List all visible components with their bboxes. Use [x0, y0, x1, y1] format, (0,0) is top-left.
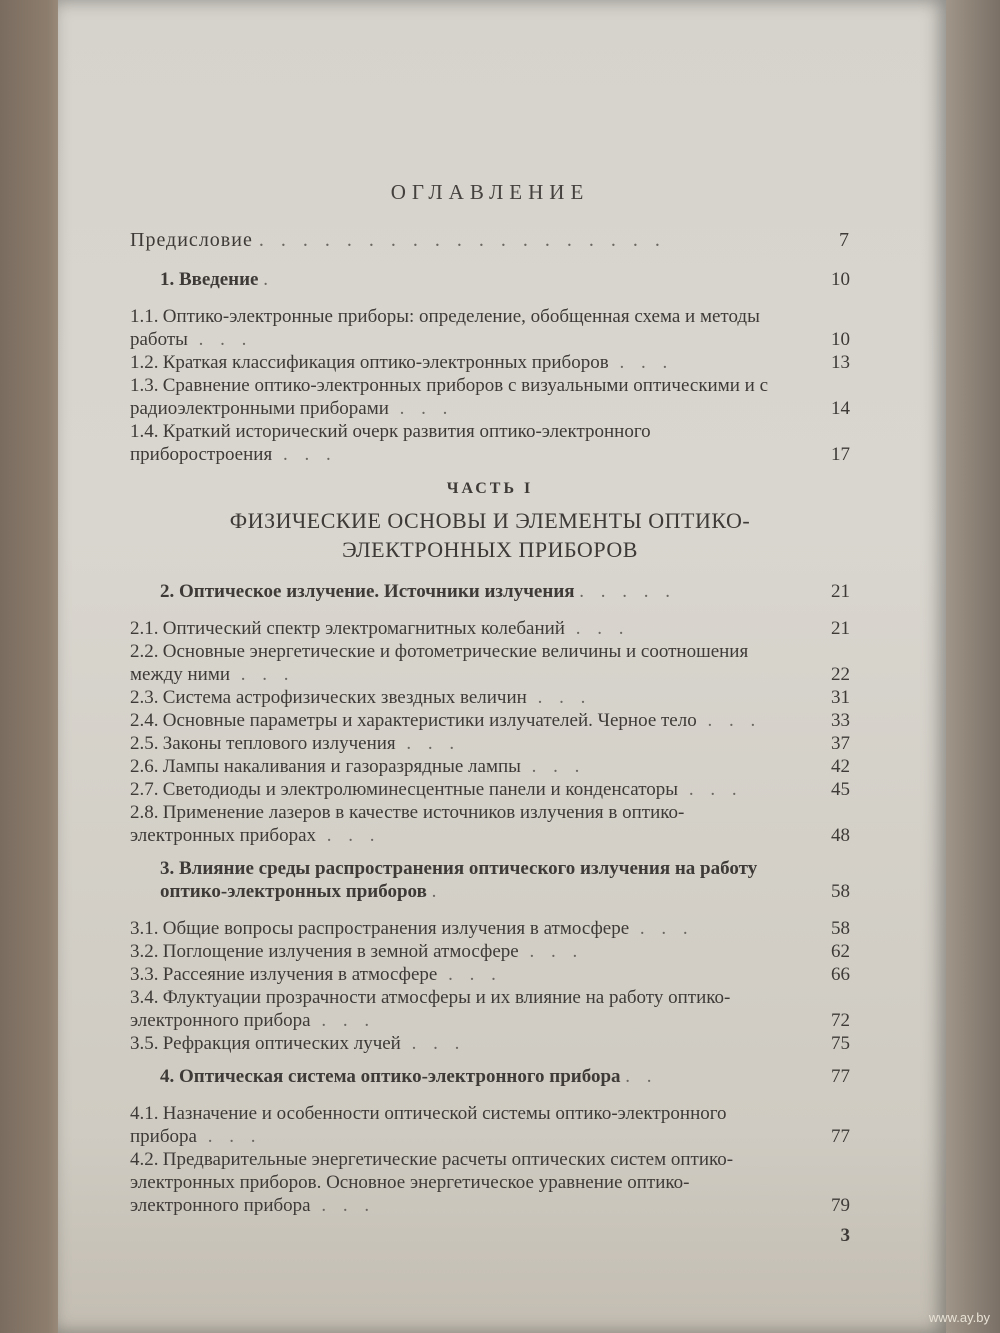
section-text: Назначение и особенности оптической системы оптико-электронного прибора [130, 1103, 727, 1147]
section-text: Краткий исторический очерк развития оптико-электронного приборостроения [130, 421, 651, 465]
section-page: 66 [831, 964, 850, 985]
section-page: 33 [831, 710, 850, 731]
section-text: Сравнение оптико-электронных приборов с визуальными оптическими и с радиоэлектронными приборами [130, 375, 769, 419]
section-text: Рассеяние излучения в атмосфере [158, 964, 438, 985]
section-page: 22 [831, 664, 850, 685]
toc-chapter-2: 2. Оптическое излучение. Источники излучения . . . . . 21 [160, 581, 850, 602]
section-text: Рефракция оптических лучей [158, 1033, 401, 1054]
section-text: Законы теплового излучения [158, 733, 396, 754]
toc-section-list-2 [130, 617, 850, 847]
toc-section-list-1 [130, 305, 850, 466]
section-number: 2.3. [130, 687, 159, 708]
section-number: 3.3. [130, 964, 159, 985]
toc-section-entry: 3.5. Рефракция оптических лучей . . . 75 [130, 1033, 850, 1054]
section-page: 48 [831, 825, 850, 846]
part-title [130, 506, 850, 564]
section-text: Светодиоды и электролюминесцентные панели и конденсаторы [158, 779, 679, 800]
toc-title: ОГЛАВЛЕНИЕ [390, 180, 590, 204]
section-text: Основные параметры и характеристики излучателей. Черное тело [158, 710, 697, 731]
part-label: ЧАСТЬ I [446, 480, 534, 497]
toc-entry-preface: Предисловие . . . . . . . . . . . . . . . . . . . 7 [130, 229, 850, 251]
section-page: 42 [831, 756, 850, 777]
section-page: 14 [831, 398, 850, 419]
section-text: Основные энергетические и фотометрические величины и соотношения между ними [130, 641, 749, 685]
part-title-line-1: ФИЗИЧЕСКИЕ ОСНОВЫ И ЭЛЕМЕНТЫ ОПТИКО- [229, 508, 751, 533]
section-text: Применение лазеров в качестве источников излучения в оптико-электронных приборах [130, 802, 685, 846]
section-number: 4.1. [130, 1103, 159, 1124]
section-text: Система астрофизических звездных величин [158, 687, 527, 708]
section-number: 1.1. [130, 306, 159, 327]
section-number: 3.1. [130, 918, 159, 939]
section-page: 45 [831, 779, 850, 800]
toc-section-entry: 1.4. Краткий исторический очерк развития оптико-электронного приборостроения . . . 17 [130, 421, 850, 465]
section-number: 1.3. [130, 375, 159, 396]
section-number: 4.2. [130, 1149, 159, 1170]
part-title-line-2: ЭЛЕКТРОННЫХ ПРИБОРОВ [342, 537, 638, 562]
section-text: Краткая классификация оптико-электронных приборов [158, 352, 609, 373]
page-folio: 3 [840, 1225, 850, 1246]
section-page: 58 [831, 918, 850, 939]
section-number: 2.6. [130, 756, 159, 777]
section-text: Общие вопросы распространения излучения в атмосфере [158, 918, 630, 939]
section-page: 79 [831, 1195, 850, 1216]
section-page: 77 [831, 1126, 850, 1147]
section-text: Поглощение излучения в земной атмосфере [158, 941, 519, 962]
toc-section-entry: 2.5. Законы теплового излучения . . . 37 [130, 733, 850, 754]
toc-chapter-3: 3. Влияние среды распространения оптического излучения на работу оптико-электронных приборов . 58 [160, 858, 850, 902]
chapter-text: 4. Оптическая система оптико-электронного прибора [160, 1066, 621, 1087]
toc-section-entry: 2.4. Основные параметры и характеристики излучателей. Черное тело . . . 33 [130, 710, 850, 731]
toc-section-list-4 [130, 1102, 850, 1217]
book-page [58, 0, 946, 1333]
section-text: Оптико-электронные приборы: определение, обобщенная схема и методы работы [130, 306, 760, 350]
section-page: 13 [831, 352, 850, 373]
section-number: 2.4. [130, 710, 159, 731]
section-number: 2.2. [130, 641, 159, 662]
chapter-text: 1. Введение [160, 269, 259, 290]
chapter-page: 21 [831, 581, 850, 602]
toc-section-entry: 3.1. Общие вопросы распространения излучения в атмосфере . . . 58 [130, 918, 850, 939]
toc-section-entry: 2.6. Лампы накаливания и газоразрядные лампы . . . 42 [130, 756, 850, 777]
section-text: Предварительные энергетические расчеты оптических систем оптико-электронных приборов. Основное энергетическое уравнение оптико-электронного прибора [130, 1149, 734, 1216]
section-page: 31 [831, 687, 850, 708]
section-number: 1.4. [130, 421, 159, 442]
section-number: 3.2. [130, 941, 159, 962]
section-text: Оптический спектр электромагнитных колебаний [158, 618, 565, 639]
section-number: 3.4. [130, 987, 159, 1008]
toc-section-entry: 4.2. Предварительные энергетические расчеты оптических систем оптико-электронных приборов. Основное энергетическое уравнение оптико-электронного прибора . . . 79 [130, 1149, 850, 1216]
toc-section-entry: 2.8. Применение лазеров в качестве источников излучения в оптико-электронных приборах . . . 48 [130, 802, 850, 846]
section-number: 2.8. [130, 802, 159, 823]
toc-section-entry: 3.3. Рассеяние излучения в атмосфере . . . 66 [130, 964, 850, 985]
section-number: 2.5. [130, 733, 159, 754]
section-page: 75 [831, 1033, 850, 1054]
toc-section-entry: 1.3. Сравнение оптико-электронных приборов с визуальными оптическими и с радиоэлектронными приборами . . . 14 [130, 375, 850, 419]
toc-section-entry: 3.4. Флуктуации прозрачности атмосферы и их влияние на работу оптико-электронного прибора . . . 72 [130, 987, 850, 1031]
entry-text: Предисловие [130, 229, 253, 251]
toc-section-entry: 2.7. Светодиоды и электролюминесцентные панели и конденсаторы . . . 45 [130, 779, 850, 800]
chapter-text: 3. Влияние среды распространения оптического излучения на работу оптико-электронных приборов [160, 858, 758, 902]
toc-content [130, 180, 850, 1247]
section-page: 21 [831, 618, 850, 639]
section-page: 72 [831, 1010, 850, 1031]
watermark: www.ay.by [928, 1310, 990, 1325]
toc-section-entry: 2.1. Оптический спектр электромагнитных колебаний . . . 21 [130, 618, 850, 639]
chapter-page: 77 [831, 1066, 850, 1087]
chapter-page: 10 [831, 269, 850, 290]
entry-page: 7 [839, 229, 850, 251]
section-number: 2.7. [130, 779, 159, 800]
section-page: 17 [831, 444, 850, 465]
toc-chapter-1: 1. Введение . 10 [160, 269, 850, 290]
section-number: 1.2. [130, 352, 159, 373]
toc-section-entry: 1.2. Краткая классификация оптико-электронных приборов . . . 13 [130, 352, 850, 373]
toc-section-entry: 1.1. Оптико-электронные приборы: определение, обобщенная схема и методы работы . . . 10 [130, 306, 850, 350]
section-number: 2.1. [130, 618, 159, 639]
toc-chapter-4: 4. Оптическая система оптико-электронного прибора . . 77 [160, 1066, 850, 1087]
section-page: 62 [831, 941, 850, 962]
chapter-text: 2. Оптическое излучение. Источники излучения [160, 581, 575, 602]
section-text: Лампы накаливания и газоразрядные лампы [158, 756, 521, 777]
toc-section-entry: 2.3. Система астрофизических звездных величин . . . 31 [130, 687, 850, 708]
toc-section-list-3 [130, 917, 850, 1055]
toc-section-entry: 3.2. Поглощение излучения в земной атмосфере . . . 62 [130, 941, 850, 962]
section-number: 3.5. [130, 1033, 159, 1054]
section-page: 37 [831, 733, 850, 754]
toc-section-entry: 4.1. Назначение и особенности оптической системы оптико-электронного прибора . . . 77 [130, 1103, 850, 1147]
section-page: 10 [831, 329, 850, 350]
background-right [940, 0, 1000, 1333]
chapter-page: 58 [831, 881, 850, 902]
section-text: Флуктуации прозрачности атмосферы и их влияние на работу оптико-электронного прибора [130, 987, 731, 1031]
toc-section-entry: 2.2. Основные энергетические и фотометрические величины и соотношения между ними . . . 22 [130, 641, 850, 685]
